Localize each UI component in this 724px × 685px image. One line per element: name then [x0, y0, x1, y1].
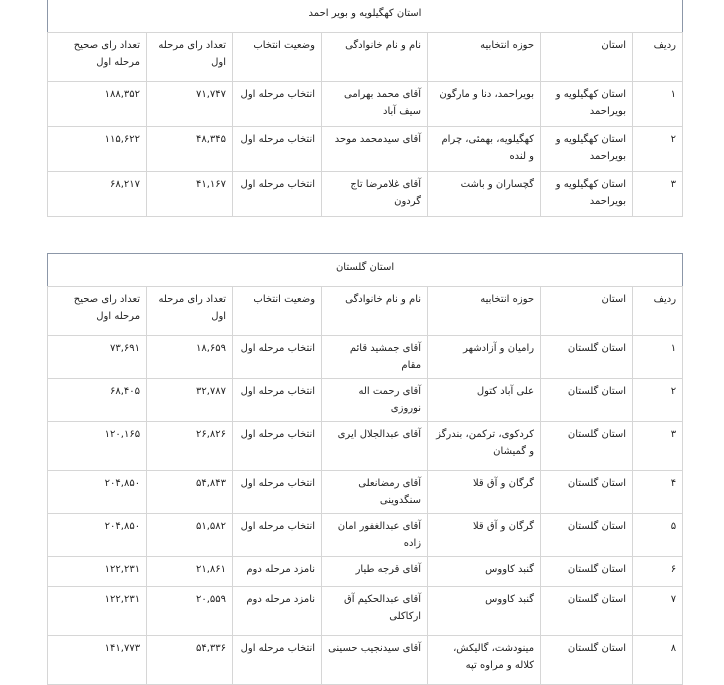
cell-hozeh: کهگیلویه، بهمئی، چرام و لنده [428, 127, 541, 172]
cell-votes-valid: ۶۸,۴۰۵ [48, 379, 147, 422]
cell-name: آقای عبدالحکیم آق ارکاکلی [322, 587, 428, 636]
cell-votes-first: ۴۸,۳۴۵ [147, 127, 233, 172]
cell-radif: ۳ [633, 422, 683, 471]
cell-hozeh: کردکوی، ترکمن، بندرگز و گمیشان [428, 422, 541, 471]
cell-votes-valid: ۱۲۲,۲۳۱ [48, 557, 147, 587]
cell-status: انتخاب مرحله اول [233, 336, 322, 379]
cell-votes-first: ۵۴,۸۴۳ [147, 471, 233, 514]
cell-name: آقای محمد بهرامی سیف آباد [322, 82, 428, 127]
cell-status: انتخاب مرحله اول [233, 471, 322, 514]
cell-status: نامزد مرحله دوم [233, 557, 322, 587]
header-ostan: استان [541, 33, 633, 82]
cell-status: انتخاب مرحله اول [233, 127, 322, 172]
cell-votes-first: ۴۱,۱۶۷ [147, 172, 233, 217]
cell-votes-first: ۷۱,۷۴۷ [147, 82, 233, 127]
cell-radif: ۲ [633, 127, 683, 172]
cell-name: آقای رمضانعلی سنگدوینی [322, 471, 428, 514]
cell-radif: ۷ [633, 587, 683, 636]
cell-hozeh: گرگان و آق قلا [428, 471, 541, 514]
cell-hozeh: علی آباد کتول [428, 379, 541, 422]
cell-votes-first: ۵۴,۳۳۶ [147, 636, 233, 685]
cell-ostan: استان کهگیلویه و بویراحمد [541, 127, 633, 172]
cell-radif: ۱ [633, 336, 683, 379]
cell-name: آقای عبدالجلال ایری [322, 422, 428, 471]
cell-ostan: استان گلستان [541, 336, 633, 379]
cell-votes-valid: ۶۸,۲۱۷ [48, 172, 147, 217]
cell-name: آقای قرجه طیار [322, 557, 428, 587]
cell-status: انتخاب مرحله اول [233, 172, 322, 217]
cell-radif: ۴ [633, 471, 683, 514]
cell-votes-valid: ۲۰۴,۸۵۰ [48, 471, 147, 514]
cell-votes-valid: ۱۲۰,۱۶۵ [48, 422, 147, 471]
cell-votes-first: ۵۱,۵۸۲ [147, 514, 233, 557]
header-name: نام و نام خانوادگی [322, 33, 428, 82]
table-row [48, 379, 683, 422]
table-row [48, 127, 683, 172]
header-votes-first: تعداد رای مرحله اول [147, 33, 233, 82]
cell-ostan: استان گلستان [541, 514, 633, 557]
cell-name: آقای جمشید قائم مقام [322, 336, 428, 379]
table-title: استان کهگیلویه و بویر احمد [48, 0, 683, 33]
header-status: وضعیت انتخاب [233, 33, 322, 82]
cell-status: انتخاب مرحله اول [233, 422, 322, 471]
table-header-row [48, 287, 683, 336]
cell-votes-valid: ۱۴۱,۷۷۳ [48, 636, 147, 685]
cell-ostan: استان گلستان [541, 557, 633, 587]
cell-radif: ۳ [633, 172, 683, 217]
header-votes-valid: تعداد رای صحیح مرحله اول [48, 33, 147, 82]
cell-votes-first: ۲۶,۸۲۶ [147, 422, 233, 471]
cell-ostan: استان کهگیلویه و بویراحمد [541, 172, 633, 217]
cell-name: آقای عبدالغفور امان زاده [322, 514, 428, 557]
cell-status: نامزد مرحله دوم [233, 587, 322, 636]
cell-radif: ۲ [633, 379, 683, 422]
cell-votes-first: ۲۰,۵۵۹ [147, 587, 233, 636]
cell-ostan: استان کهگیلویه و بویراحمد [541, 82, 633, 127]
cell-votes-valid: ۱۸۸,۳۵۲ [48, 82, 147, 127]
table-row [48, 514, 683, 557]
cell-ostan: استان گلستان [541, 379, 633, 422]
results-table-golestan [47, 253, 683, 685]
cell-ostan: استان گلستان [541, 587, 633, 636]
cell-ostan: استان گلستان [541, 471, 633, 514]
table-title-row [48, 254, 683, 287]
cell-votes-valid: ۲۰۴,۸۵۰ [48, 514, 147, 557]
results-table-kohgiluyeh [47, 0, 683, 217]
cell-status: انتخاب مرحله اول [233, 636, 322, 685]
cell-hozeh: گچساران و باشت [428, 172, 541, 217]
header-ostan: استان [541, 287, 633, 336]
cell-hozeh: مینودشت، گالیکش، کلاله و مراوه تپه [428, 636, 541, 685]
cell-hozeh: گرگان و آق قلا [428, 514, 541, 557]
cell-status: انتخاب مرحله اول [233, 514, 322, 557]
header-votes-first: تعداد رای مرحله اول [147, 287, 233, 336]
cell-status: انتخاب مرحله اول [233, 82, 322, 127]
table-row [48, 587, 683, 636]
table-row [48, 336, 683, 379]
cell-name: آقای رحمت اله نوروزی [322, 379, 428, 422]
header-votes-valid: تعداد رای صحیح مرحله اول [48, 287, 147, 336]
cell-votes-first: ۳۲,۷۸۷ [147, 379, 233, 422]
header-radif: ردیف [633, 287, 683, 336]
cell-hozeh: گنبد کاووس [428, 557, 541, 587]
table-header-row [48, 33, 683, 82]
cell-votes-first: ۲۱,۸۶۱ [147, 557, 233, 587]
cell-hozeh: رامیان و آزادشهر [428, 336, 541, 379]
cell-radif: ۵ [633, 514, 683, 557]
cell-votes-valid: ۱۲۲,۲۳۱ [48, 587, 147, 636]
cell-radif: ۶ [633, 557, 683, 587]
table-row [48, 82, 683, 127]
cell-votes-valid: ۱۱۵,۶۲۲ [48, 127, 147, 172]
cell-hozeh: بویراحمد، دنا و مارگون [428, 82, 541, 127]
cell-name: آقای غلامرضا تاج گردون [322, 172, 428, 217]
cell-ostan: استان گلستان [541, 422, 633, 471]
header-status: وضعیت انتخاب [233, 287, 322, 336]
header-name: نام و نام خانوادگی [322, 287, 428, 336]
cell-name: آقای سیدمحمد موحد [322, 127, 428, 172]
cell-radif: ۱ [633, 82, 683, 127]
cell-ostan: استان گلستان [541, 636, 633, 685]
cell-status: انتخاب مرحله اول [233, 379, 322, 422]
table-row [48, 172, 683, 217]
cell-votes-valid: ۷۳,۶۹۱ [48, 336, 147, 379]
table-row [48, 636, 683, 685]
cell-hozeh: گنبد کاووس [428, 587, 541, 636]
cell-votes-first: ۱۸,۶۵۹ [147, 336, 233, 379]
table-row [48, 422, 683, 471]
header-radif: ردیف [633, 33, 683, 82]
cell-name: آقای سیدنجیب حسینی [322, 636, 428, 685]
table-title: استان گلستان [48, 254, 683, 287]
header-hozeh: حوزه انتخابیه [428, 287, 541, 336]
header-hozeh: حوزه انتخابیه [428, 33, 541, 82]
cell-radif: ۸ [633, 636, 683, 685]
table-row [48, 471, 683, 514]
table-row [48, 557, 683, 587]
table-title-row [48, 0, 683, 33]
